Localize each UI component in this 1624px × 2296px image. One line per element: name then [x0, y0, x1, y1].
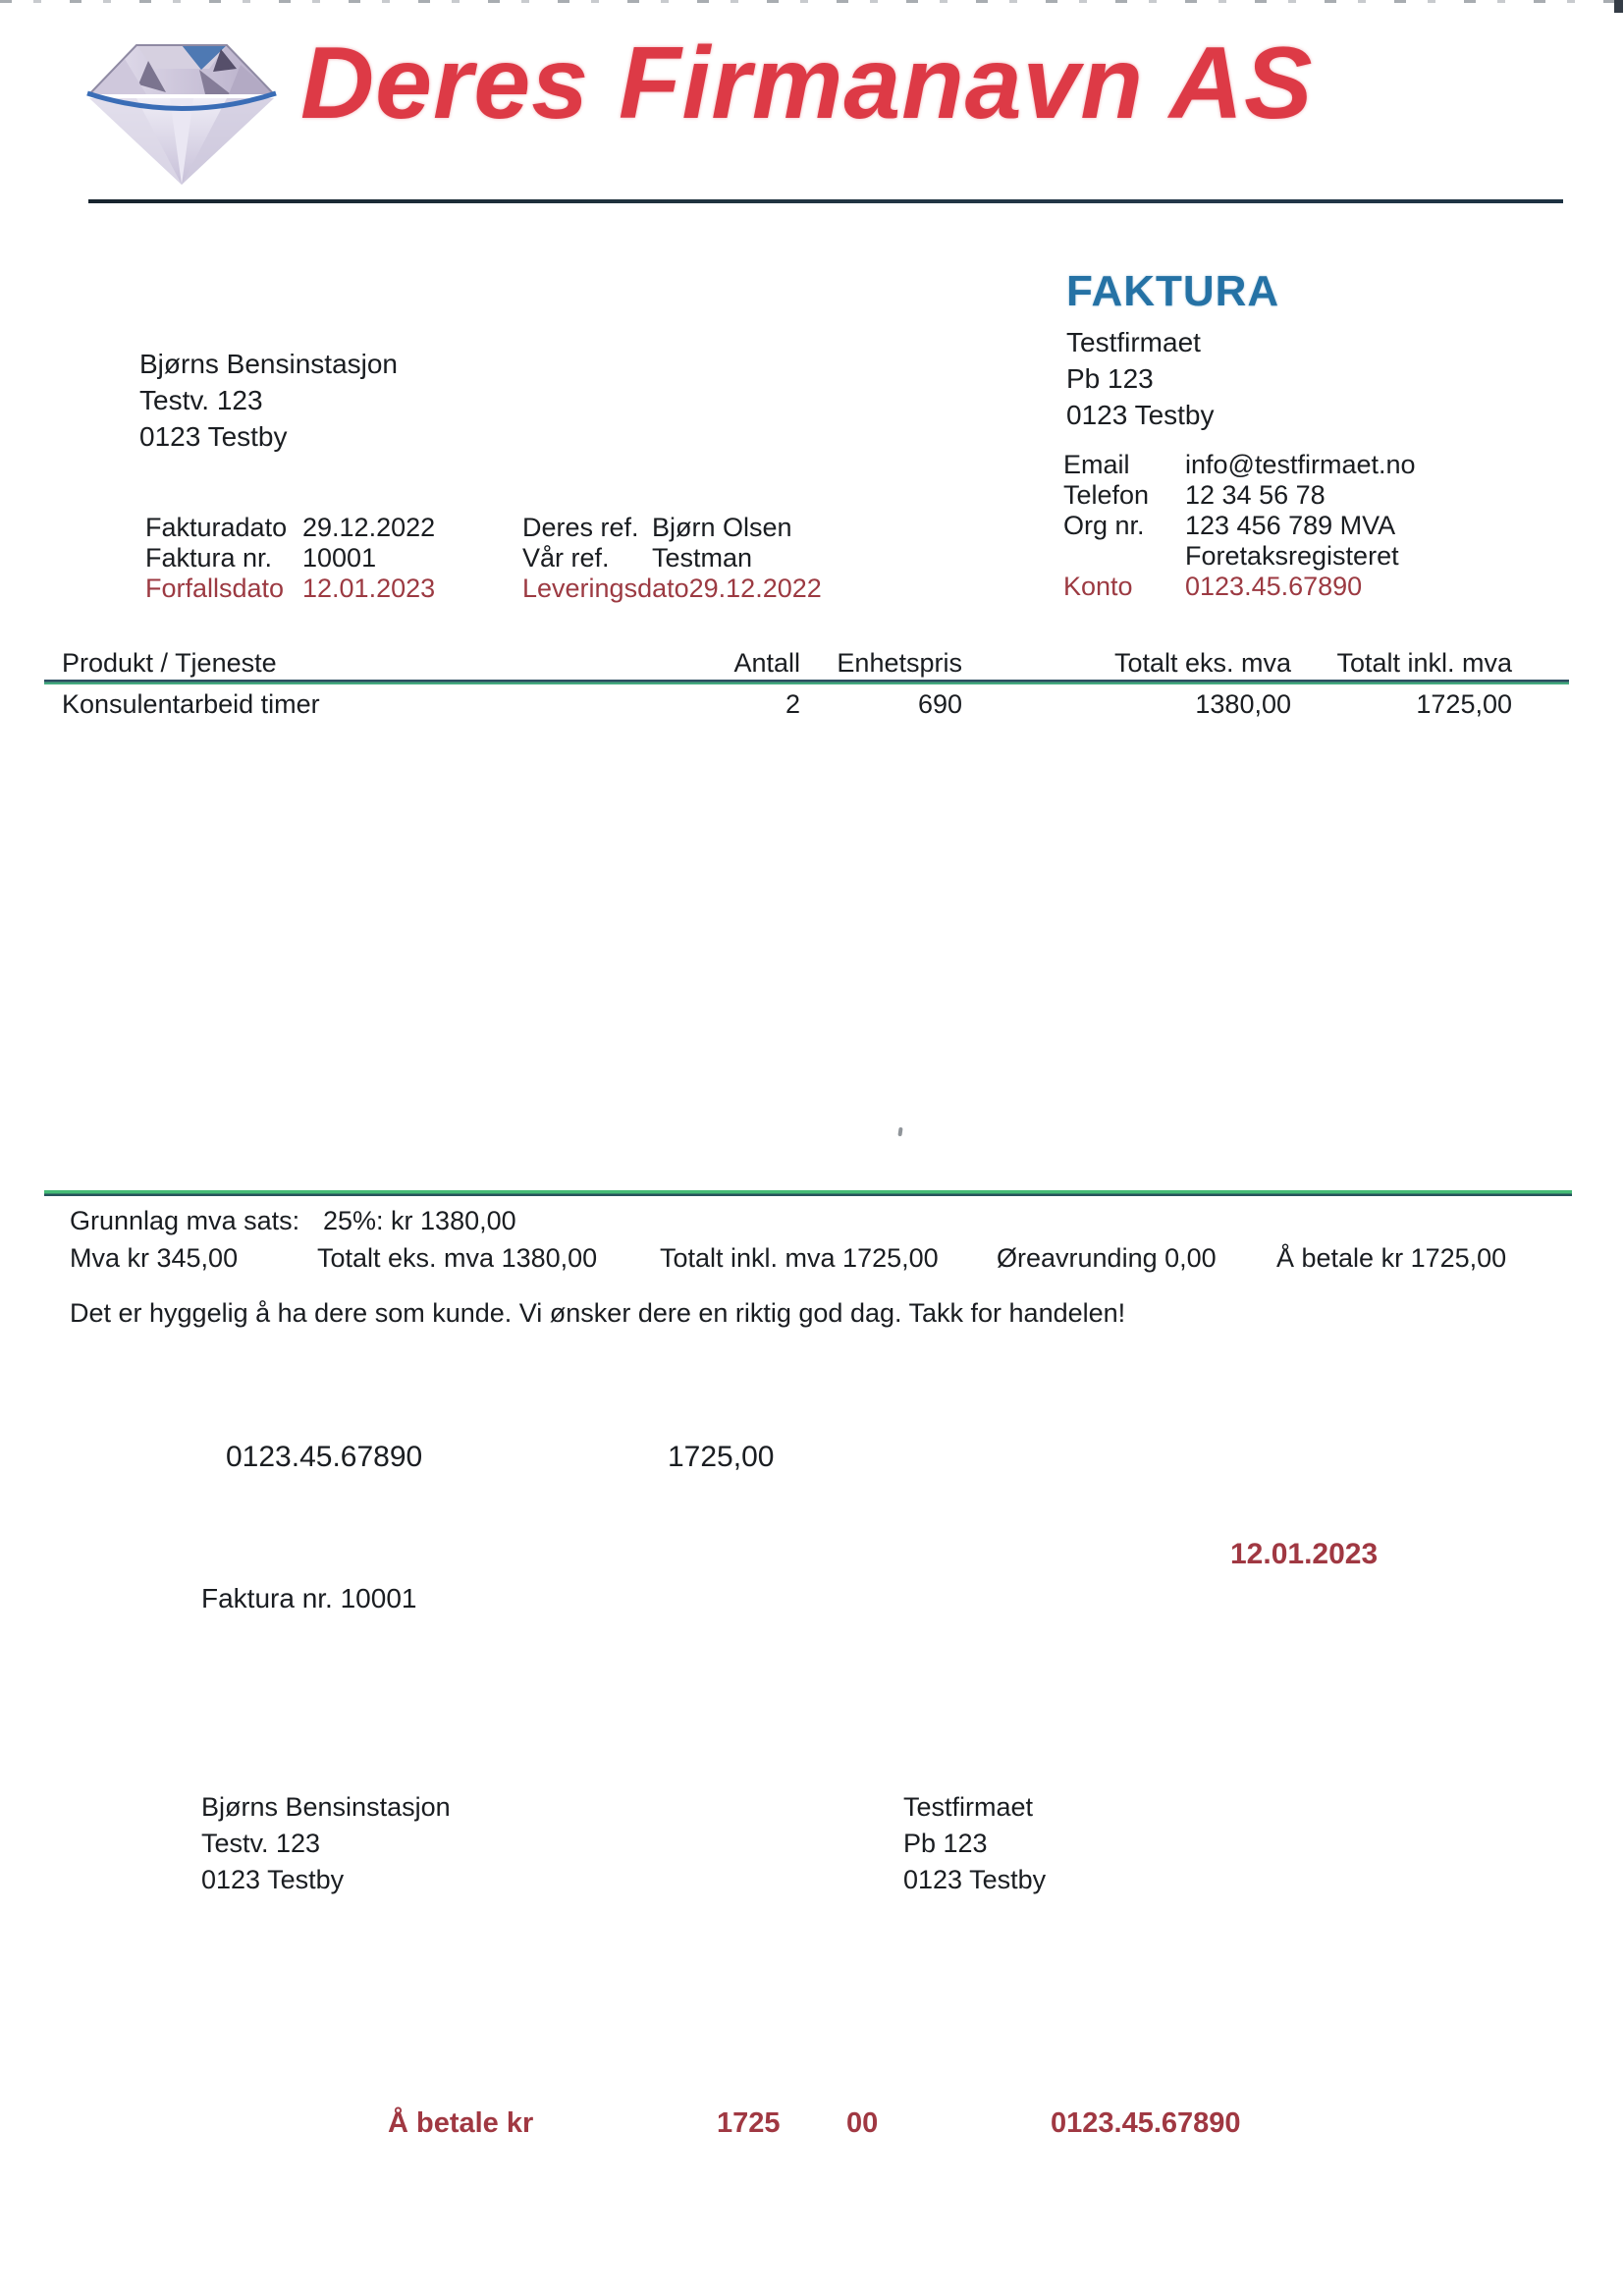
- register-value: Foretaksregisteret: [1185, 541, 1399, 571]
- giro-konto: 0123.45.67890: [226, 1441, 423, 1473]
- forfallsdato-label: Forfallsdato: [145, 574, 285, 603]
- col-enhetspris: Enhetspris: [837, 648, 962, 678]
- contact-konto-row: [1063, 572, 1416, 602]
- var-ref-row: [522, 543, 822, 574]
- customer-message: Det er hyggelig å ha dere som kunde. Vi ønsker dere en riktig god dag. Takk for handelen!: [70, 1298, 1126, 1328]
- invoice-title: FAKTURA: [1066, 267, 1280, 315]
- giro-sender-city: 0123 Testby: [903, 1865, 1047, 1894]
- orgnr-label: Org nr.: [1063, 511, 1145, 540]
- konto-label: Konto: [1063, 572, 1133, 601]
- sender-city: 0123 Testby: [1066, 400, 1215, 430]
- invoice-meta-middle: [522, 513, 822, 604]
- fakturadato-row: [145, 513, 435, 543]
- company-name: Deres Firmanavn AS: [300, 27, 1314, 140]
- giro-sender-street: Pb 123: [903, 1829, 988, 1858]
- giro-betale-label: Å betale kr: [388, 2107, 534, 2139]
- contact-orgnr-row: [1063, 511, 1416, 541]
- contact-block: [1063, 450, 1416, 602]
- recipient-street: Testv. 123: [139, 385, 263, 415]
- giro-til-konto: 0123.45.67890: [1051, 2107, 1241, 2139]
- leveringsdato-value: 29.12.2022: [688, 574, 822, 603]
- contact-register-row: [1063, 541, 1416, 572]
- col-antall: Antall: [733, 648, 800, 678]
- orgnr-value: 123 456 789 MVA: [1185, 511, 1396, 540]
- col-totalt-inkl-mva: Totalt inkl. mva: [1336, 648, 1512, 678]
- fakturanr-row: [145, 543, 435, 574]
- email-value: info@testfirmaet.no: [1185, 450, 1416, 479]
- register-label-empty: [1063, 541, 1185, 572]
- table-header-rule: [44, 680, 1569, 684]
- sender-address-block: [1066, 324, 1215, 433]
- total-mva: Mva kr 345,00: [70, 1243, 239, 1273]
- grunnlag-value: 25%: kr 1380,00: [323, 1206, 516, 1235]
- fakturanr-label: Faktura nr.: [145, 543, 273, 573]
- giro-sender-block: [903, 1789, 1046, 1898]
- grunnlag-label: Grunnlag mva sats:: [70, 1206, 300, 1235]
- fakturadato-value: 29.12.2022: [302, 513, 436, 542]
- sender-name: Testfirmaet: [1066, 327, 1201, 357]
- col-produkt: Produkt / Tjeneste: [62, 648, 277, 678]
- total-eks-mva: Totalt eks. mva 1380,00: [317, 1243, 598, 1273]
- cell-totalt-inkl-mva: 1725,00: [1416, 689, 1512, 719]
- giro-recipient-street: Testv. 123: [201, 1829, 321, 1858]
- recipient-address-block: [139, 346, 398, 455]
- deres-ref-row: [522, 513, 822, 543]
- recipient-city: 0123 Testby: [139, 421, 288, 452]
- diamond-logo-icon: [83, 39, 280, 187]
- fakturanr-value: 10001: [302, 543, 377, 573]
- konto-value: 0123.45.67890: [1185, 572, 1363, 601]
- giro-recipient-block: [201, 1789, 451, 1898]
- invoice-meta-left: [145, 513, 435, 604]
- giro-belop-kroner: 1725: [717, 2107, 781, 2139]
- giro-recipient-name: Bjørns Bensinstasjon: [201, 1792, 451, 1822]
- scan-artifact-speck: [897, 1127, 902, 1136]
- table-row: [0, 689, 1624, 723]
- totals-rule: [44, 1190, 1572, 1196]
- email-label: Email: [1063, 450, 1130, 479]
- giro-recipient-city: 0123 Testby: [201, 1865, 345, 1894]
- contact-email-row: [1063, 450, 1416, 480]
- recipient-name: Bjørns Bensinstasjon: [139, 349, 399, 379]
- giro-belop: 1725,00: [668, 1441, 775, 1473]
- leveringsdato-label: Leveringsdato: [522, 574, 689, 603]
- cell-produkt: Konsulentarbeid timer: [62, 689, 320, 719]
- giro-forfallsdato: 12.01.2023: [1230, 1538, 1379, 1570]
- fakturadato-label: Fakturadato: [145, 513, 288, 542]
- deres-ref-value: Bjørn Olsen: [652, 513, 792, 542]
- scan-artifact-corner: [1614, 0, 1623, 13]
- contact-phone-row: [1063, 480, 1416, 511]
- total-inkl-mva: Totalt inkl. mva 1725,00: [660, 1243, 939, 1273]
- col-totalt-eks-mva: Totalt eks. mva: [1113, 648, 1291, 678]
- giro-belop-ore: 00: [846, 2107, 879, 2139]
- phone-label: Telefon: [1063, 480, 1150, 510]
- sender-street: Pb 123: [1066, 363, 1154, 394]
- scan-artifact-top-edge: [0, 0, 1624, 3]
- var-ref-value: Testman: [652, 543, 753, 573]
- total-avrunding: Øreavrunding 0,00: [997, 1243, 1217, 1273]
- cell-enhetspris: 690: [917, 689, 962, 719]
- deres-ref-label: Deres ref.: [522, 513, 639, 542]
- total-a-betale: Å betale kr 1725,00: [1276, 1243, 1507, 1273]
- forfallsdato-value: 12.01.2023: [302, 574, 436, 603]
- header-rule: [88, 199, 1563, 203]
- forfallsdato-row: [145, 574, 435, 604]
- cell-antall: 2: [785, 689, 800, 719]
- phone-value: 12 34 56 78: [1185, 480, 1326, 510]
- giro-sender-name: Testfirmaet: [903, 1792, 1034, 1822]
- items-table-header: [0, 648, 1624, 682]
- giro-faktura-ref: Faktura nr. 10001: [201, 1583, 417, 1613]
- leveringsdato-row: [522, 574, 822, 604]
- var-ref-label: Vår ref.: [522, 543, 610, 573]
- cell-totalt-eks-mva: 1380,00: [1195, 689, 1291, 719]
